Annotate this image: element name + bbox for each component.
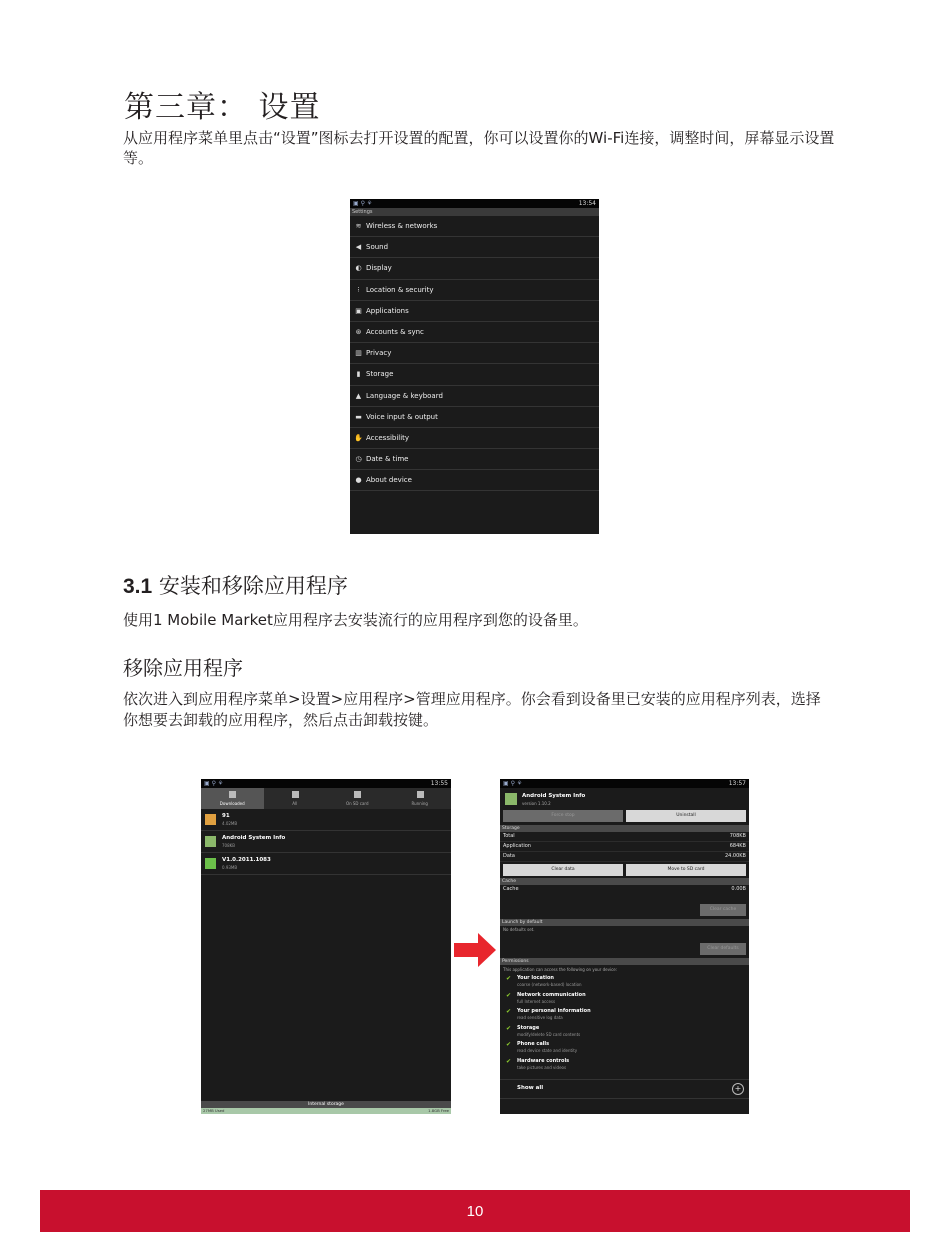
tab-icon <box>229 791 236 798</box>
force-stop-button[interactable]: Force stop <box>503 810 623 822</box>
settings-item-label: Privacy <box>366 349 392 358</box>
storage-row <box>500 832 749 842</box>
settings-item[interactable] <box>350 280 599 301</box>
storage-icon: ▮ <box>356 370 361 379</box>
settings-item-label: Sound <box>366 243 389 252</box>
settings-item[interactable] <box>350 449 599 470</box>
settings-list <box>350 216 599 491</box>
tab-icon <box>354 791 361 798</box>
permission-name: Storage <box>517 1024 540 1031</box>
tab-all[interactable] <box>264 788 327 809</box>
permission-name: Your personal information <box>517 1008 591 1014</box>
tab-icon <box>417 791 424 798</box>
app-version: version 1.10.2 <box>522 801 551 806</box>
settings-item[interactable] <box>350 407 599 428</box>
permission-item <box>500 1058 749 1075</box>
settings-screenshot <box>350 199 599 534</box>
permission-name: Your location <box>517 975 554 981</box>
settings-title: Settings <box>350 208 599 216</box>
tab-label: All <box>292 801 298 806</box>
app-name: Android System Info <box>222 835 286 841</box>
permission-description: read sensitive log data <box>517 1015 563 1020</box>
sync-icon: ⊛ <box>355 327 362 336</box>
clear-defaults-button[interactable]: Clear defaults <box>700 943 746 955</box>
uninstall-button[interactable]: Uninstall <box>626 810 746 822</box>
clock-icon: ◷ <box>355 455 362 464</box>
app-name: Android System Info <box>522 793 586 799</box>
tab-downloaded[interactable] <box>201 788 264 809</box>
settings-item-label: Voice input & output <box>366 412 438 421</box>
settings-item-label: Accounts & sync <box>366 327 424 336</box>
settings-item[interactable] <box>350 364 599 385</box>
notification-icons: ▣ ⚲ ⚘ <box>503 780 523 787</box>
permission-description: take pictures and videos <box>517 1064 567 1070</box>
permissions-section-header: Permissions <box>500 958 749 965</box>
checkmark-icon: ✔ <box>506 1008 512 1015</box>
display-icon: ◐ <box>355 264 362 273</box>
arrow-right-icon <box>454 933 496 967</box>
tab-label: Running <box>411 801 428 806</box>
settings-item-label: Language & keyboard <box>366 391 443 400</box>
notification-icons: ▣ ⚲ ⚘ <box>204 780 224 787</box>
clear-cache-button[interactable]: Clear cache <box>700 904 746 916</box>
app-header <box>500 788 749 810</box>
settings-item[interactable] <box>350 301 599 322</box>
show-all-label: Show all <box>517 1085 544 1091</box>
remove-apps-heading: 移除应用程序 <box>123 656 243 680</box>
status-time: 13:54 <box>578 200 596 207</box>
checkmark-icon: ✔ <box>506 1057 512 1065</box>
storage-usage-bar <box>201 1108 451 1114</box>
clear-data-button[interactable]: Clear data <box>503 864 623 876</box>
app-icon <box>205 858 216 869</box>
storage-value: 24.00KB <box>724 853 746 859</box>
settings-item[interactable] <box>350 343 599 364</box>
storage-value: 684KB <box>729 843 746 849</box>
app-size: 708KB <box>222 843 236 848</box>
app-icon <box>205 814 216 825</box>
settings-item[interactable] <box>350 237 599 258</box>
accessibility-icon: ✋ <box>354 433 363 442</box>
section-3-1-text: 使用1 Mobile Market应用程序去安装流行的应用程序到您的设备里。 <box>123 611 588 629</box>
storage-key: Application <box>503 843 531 849</box>
storage-label: Internal storage <box>201 1101 451 1108</box>
permission-item <box>500 1008 749 1025</box>
privacy-icon: ▥ <box>355 349 362 358</box>
settings-item-label: Wireless & networks <box>366 222 438 230</box>
app-tabs <box>201 788 451 809</box>
storage-row <box>500 852 749 862</box>
status-time: 13:55 <box>430 780 448 787</box>
app-icon <box>205 836 216 847</box>
storage-section-header: Storage <box>500 825 749 832</box>
status-time: 13:57 <box>728 780 746 787</box>
permission-item <box>500 1041 749 1058</box>
permission-description: coarse (network-based) location <box>517 982 582 987</box>
permission-description: full Internet access <box>517 998 556 1004</box>
notification-icons: ▣ ⚲ ⚘ <box>353 200 373 207</box>
no-defaults-text: No defaults set. <box>503 927 535 932</box>
launch-section-header: Launch by default <box>500 919 749 926</box>
apps-icon: ▣ <box>355 306 362 315</box>
tab-running[interactable] <box>389 788 452 809</box>
app-list-item[interactable] <box>201 831 451 853</box>
expand-icon[interactable]: + <box>732 1083 744 1095</box>
permission-name: Network communication <box>517 991 586 998</box>
wifi-icon: ≋ <box>355 222 362 230</box>
status-bar <box>201 779 451 788</box>
permission-item <box>500 975 749 992</box>
settings-item[interactable] <box>350 470 599 491</box>
app-icon <box>505 793 517 805</box>
settings-item[interactable] <box>350 428 599 449</box>
tab-label: Downloaded <box>219 801 245 806</box>
app-list-item[interactable] <box>201 809 451 831</box>
show-all-row[interactable] <box>500 1079 749 1099</box>
app-size: 0.93MB <box>222 865 238 870</box>
intro-paragraph: 从应用程序菜单里点击“设置”图标去打开设置的配置，你可以设置你的Wi-Fi连接，调整时间，屏幕显示设置等。 <box>123 129 835 167</box>
keyboard-icon: ▲ <box>355 391 362 400</box>
permission-description: read device state and identity <box>517 1048 578 1053</box>
settings-item-label: Applications <box>366 306 409 315</box>
permission-list <box>500 975 749 1074</box>
app-name: V1.0.2011.1083 <box>222 857 271 863</box>
checkmark-icon: ✔ <box>506 991 512 999</box>
settings-item-label: Location & security <box>366 285 434 294</box>
storage-rows <box>500 832 749 862</box>
settings-item[interactable] <box>350 386 599 407</box>
settings-item[interactable] <box>350 322 599 343</box>
tab-icon <box>292 791 299 798</box>
permission-item <box>500 1025 749 1042</box>
voice-icon: ▬ <box>355 412 362 421</box>
app-list <box>201 809 451 875</box>
storage-free: 1.8GB Free <box>428 1108 449 1113</box>
storage-value: 708KB <box>729 833 746 839</box>
app-info-screenshot <box>500 779 749 1114</box>
settings-item-label: Date & time <box>366 455 409 464</box>
info-icon: ● <box>355 476 362 485</box>
status-bar <box>350 199 599 208</box>
chapter-title: 第三章： 设置 <box>124 90 321 125</box>
cache-key: Cache <box>503 886 519 892</box>
settings-item[interactable] <box>350 258 599 279</box>
checkmark-icon: ✔ <box>506 1024 512 1032</box>
storage-row <box>500 842 749 852</box>
permissions-intro: This application can access the following on your device: <box>503 967 618 972</box>
permission-name: Hardware controls <box>517 1057 570 1064</box>
cache-value: 0.00B <box>731 886 746 892</box>
page-number: 10 <box>466 1203 484 1220</box>
cache-row <box>500 885 749 894</box>
permission-description: modify/delete SD card contents <box>517 1031 581 1037</box>
section-3-1-heading: 3.1 安装和移除应用程序 <box>123 574 348 598</box>
storage-key: Data <box>503 853 515 859</box>
checkmark-icon: ✔ <box>506 975 512 982</box>
settings-item-label: About device <box>366 476 412 485</box>
cache-section-header: Cache <box>500 878 749 885</box>
app-name: 91 <box>222 813 230 819</box>
grid-icon: ⁝ <box>357 285 360 294</box>
settings-item[interactable] <box>350 216 599 237</box>
tab-on-sd-card[interactable] <box>326 788 389 809</box>
app-size: 4.02MB <box>222 821 238 826</box>
remove-apps-text: 依次进入到应用程序菜单>设置>应用程序>管理应用程序。你会看到设备里已安装的应用程序列表，选择你想要去卸载的应用程序，然后点击卸载按键。 <box>123 690 821 729</box>
settings-item-label: Storage <box>366 370 394 379</box>
speaker-icon: ◀ <box>355 243 362 252</box>
storage-key: Total <box>503 833 515 839</box>
manage-apps-screenshot <box>201 779 451 1114</box>
permission-name: Phone calls <box>517 1041 550 1047</box>
tab-label: On SD card <box>345 801 369 806</box>
permission-item <box>500 992 749 1009</box>
status-bar <box>500 779 749 788</box>
storage-used: 27MB Used <box>203 1108 225 1113</box>
storage-bar <box>201 1101 451 1114</box>
app-list-item[interactable] <box>201 853 451 875</box>
settings-item-label: Accessibility <box>366 433 410 442</box>
settings-item-label: Display <box>366 264 392 273</box>
move-to-sd-button[interactable]: Move to SD card <box>626 864 746 876</box>
checkmark-icon: ✔ <box>506 1041 512 1048</box>
